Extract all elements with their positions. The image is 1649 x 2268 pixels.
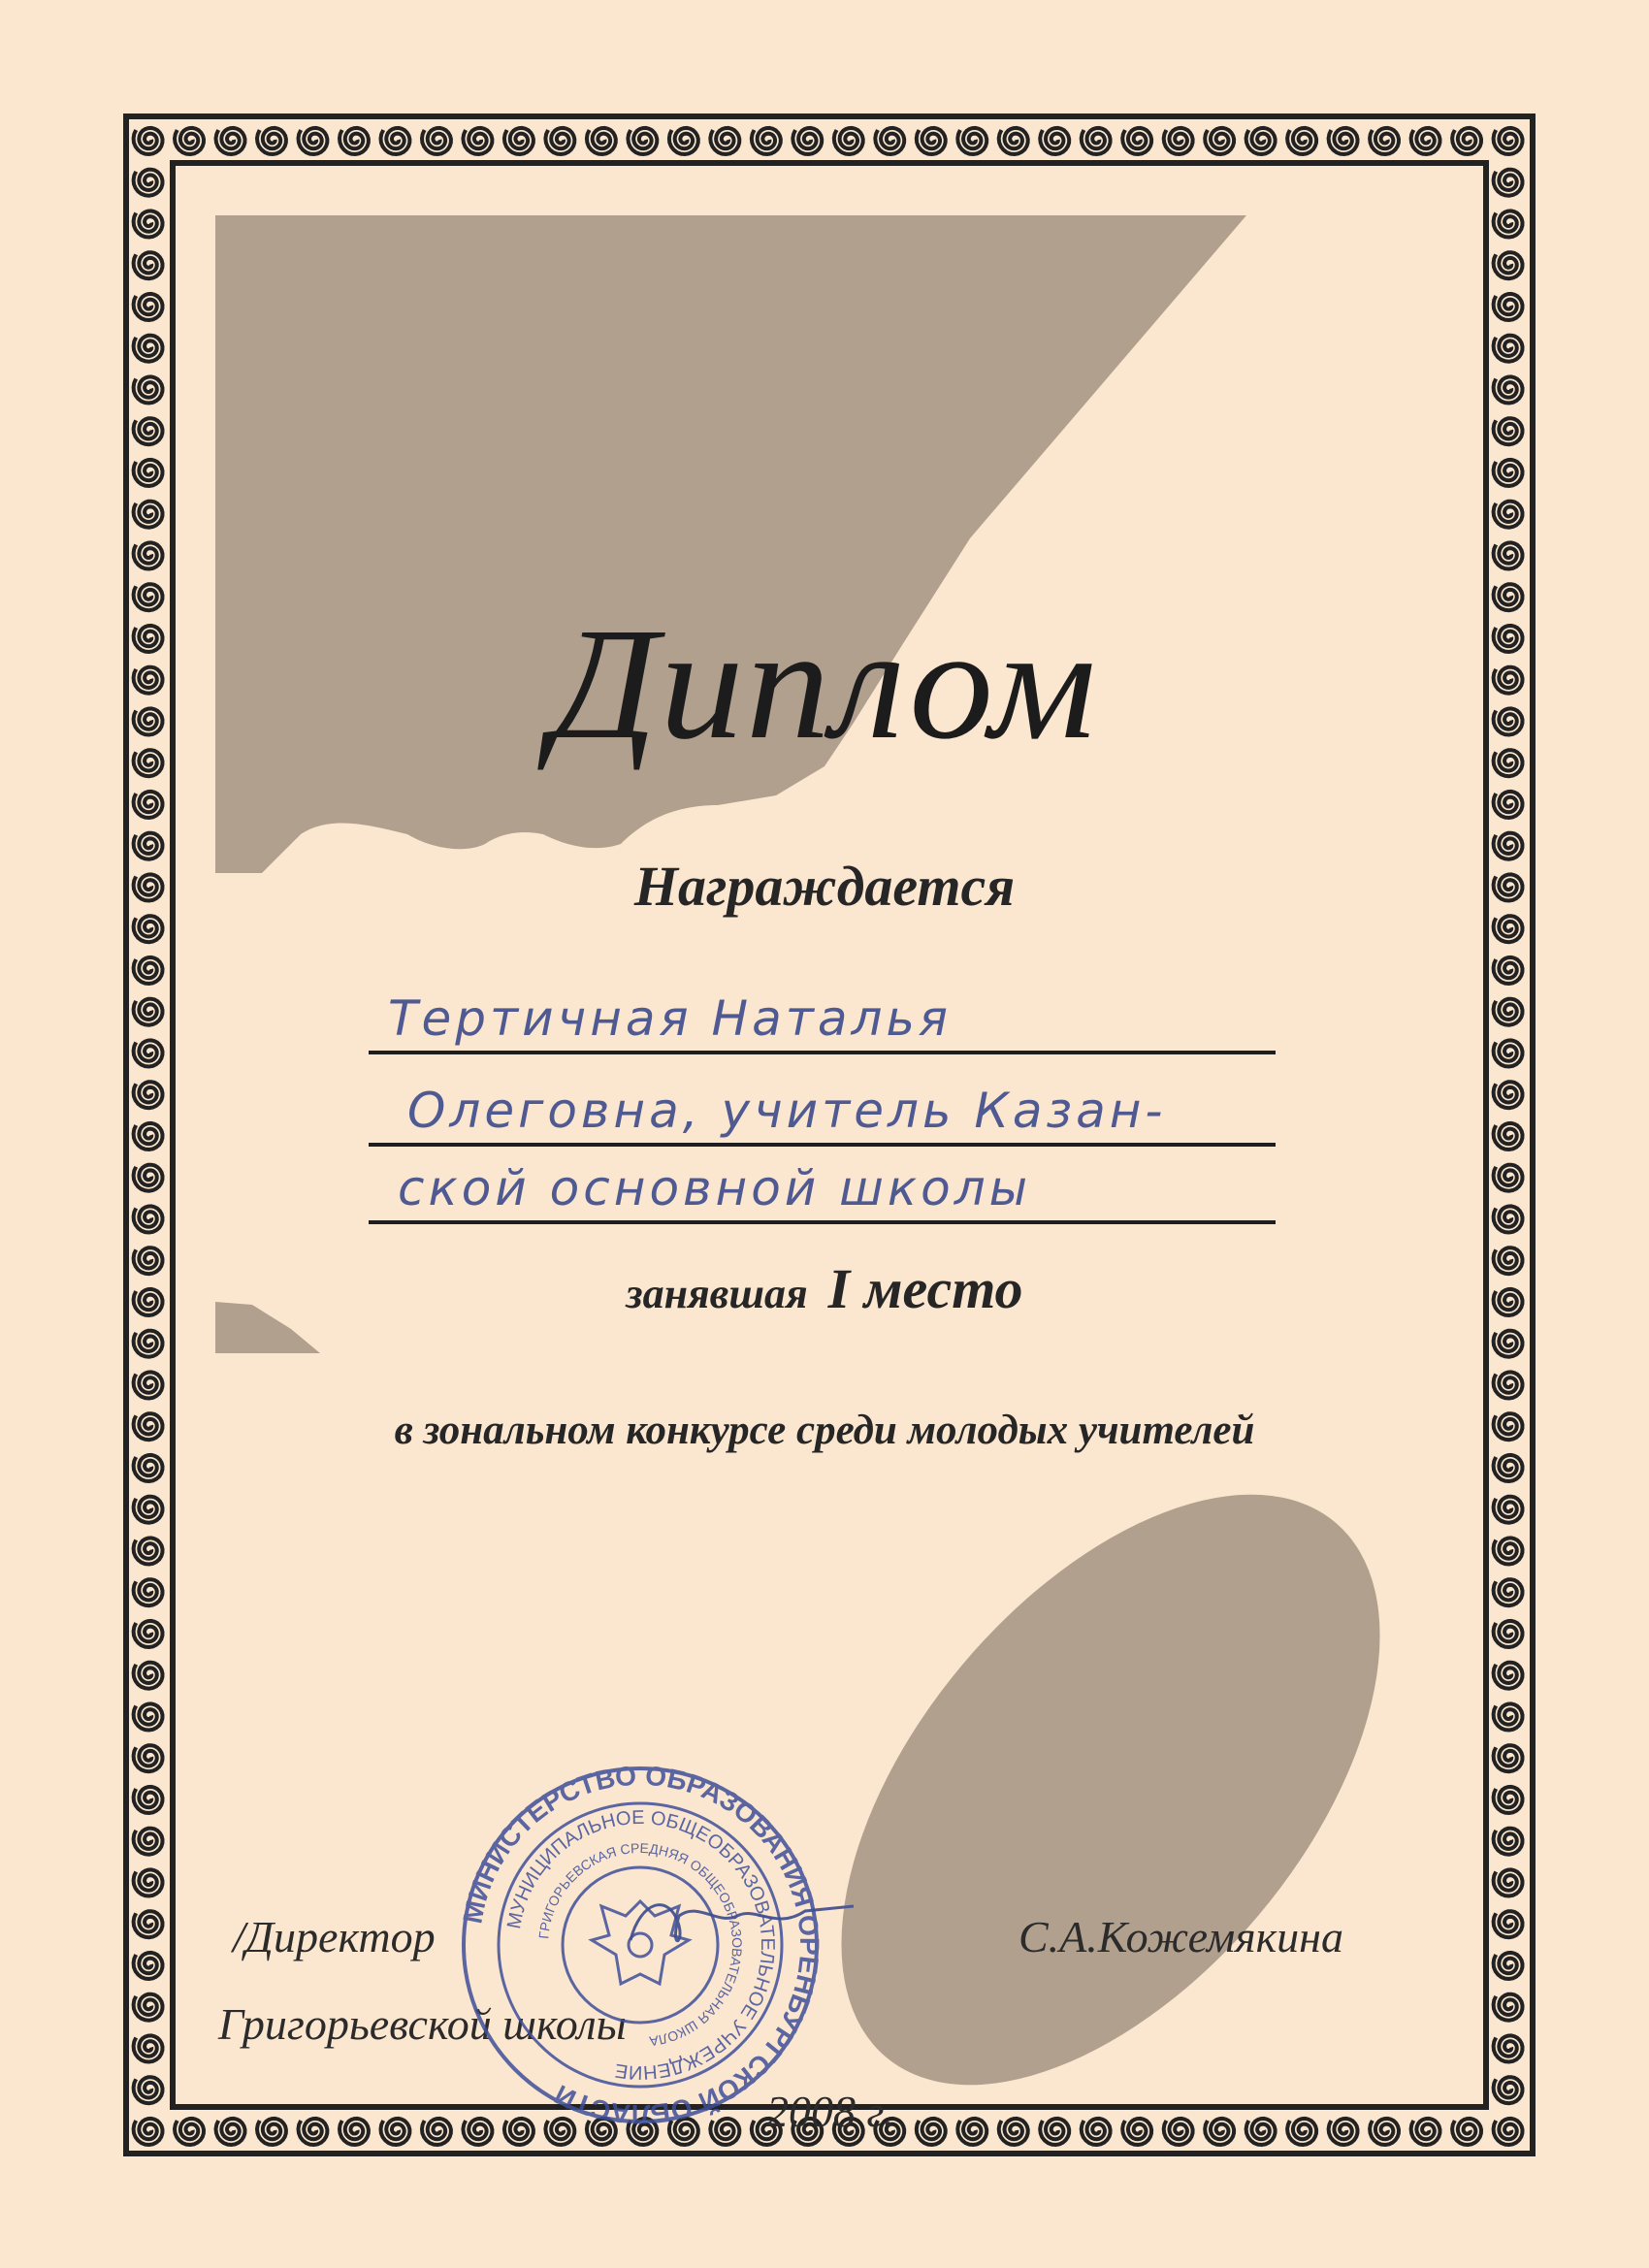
signer-title: /Директор (233, 1912, 436, 1961)
stamp-outer-text: МИНИСТЕРСТВО ОБРАЗОВАНИЯ ОРЕНБУРГСКОЙ ОБЛАСТИ (457, 1760, 825, 2130)
contest-description: в зональном конкурсе среди молодых учителей (394, 1408, 1255, 1453)
awarded-label: Награждается (633, 855, 1016, 918)
school-line: Григорьевской школы (218, 1999, 627, 2049)
stamp-eagle-emblem (592, 1901, 689, 1984)
place-value: I место (827, 1257, 1023, 1320)
signer-name: С.А.Кожемякина (1018, 1912, 1343, 1961)
date-year: 2008 г. (766, 2087, 895, 2136)
stamp-inner-text: ГРИГОРЬЕВСКАЯ СРЕДНЯЯ ОБЩЕОБРАЗОВАТЕЛЬНАЯ ШКОЛА (535, 1839, 746, 2050)
place-prefix: занявшая (626, 1270, 808, 1317)
recipient-role-text: Олеговна, учитель Казан- (407, 1083, 1167, 1139)
stamp-middle-text: МУНИЦИПАЛЬНОЕ ОБЩЕОБРАЗОВАТЕЛЬНОЕ УЧРЕЖДЕНИЕ (503, 1806, 779, 2084)
stamp-ring-inner (563, 1867, 718, 2023)
recipient-name-text: Тертичная Наталья (388, 990, 953, 1047)
recipient-school-text: ской основной школы (398, 1160, 1032, 1216)
diploma-title: Диплом (550, 595, 1099, 772)
